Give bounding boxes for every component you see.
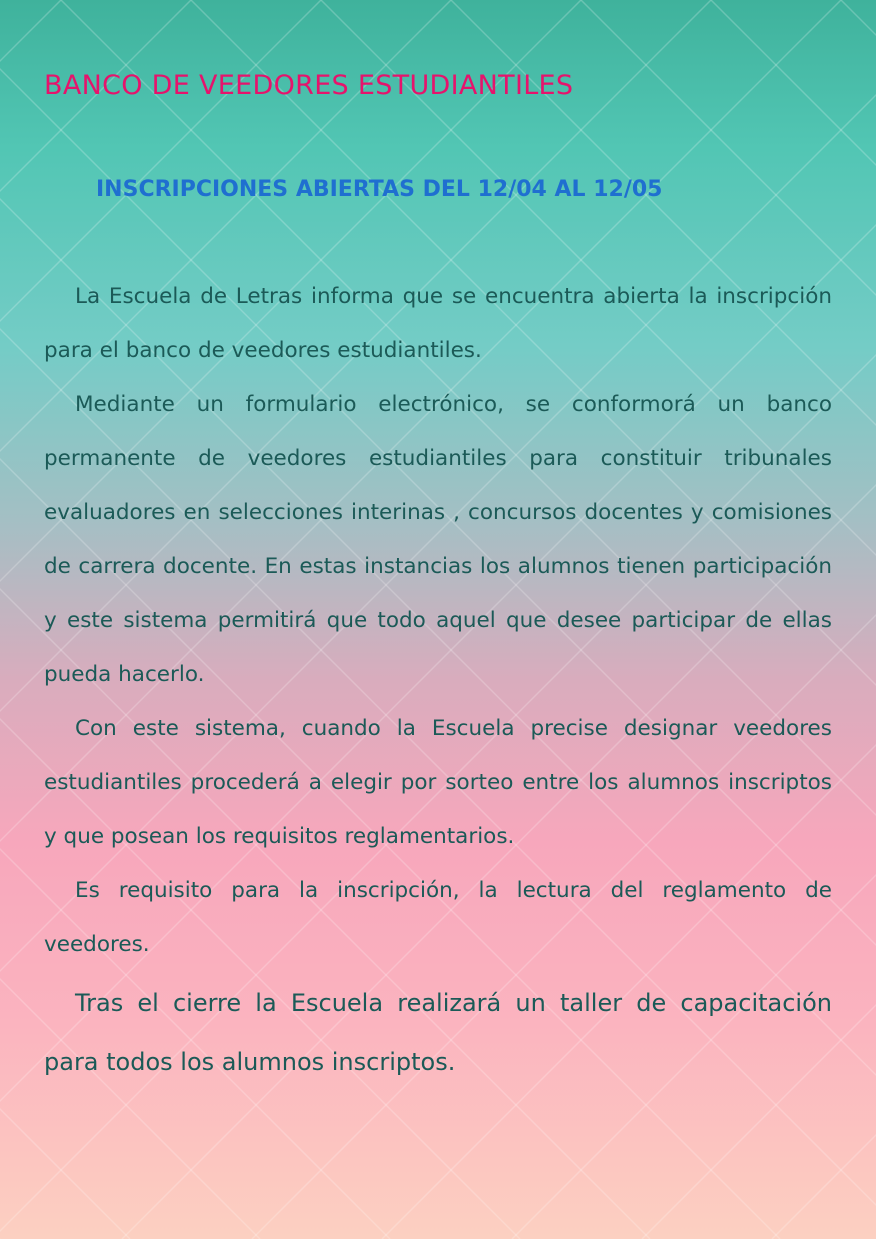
paragraph-system: Con este sistema, cuando la Escuela precise designar veedores estudiantiles procederá a elegir por sorteo entre los alumnos inscriptos y que posean los requisitos reglamentarios. bbox=[44, 716, 832, 849]
paragraph-intro: La Escuela de Letras informa que se encuentra abierta la inscripción para el banco de veedores estudiantiles. bbox=[44, 284, 832, 363]
document-title: BANCO DE VEEDORES ESTUDIANTILES bbox=[44, 70, 574, 101]
paragraph-requirement: Es requisito para la inscripción, la lectura del reglamento de veedores. bbox=[44, 878, 832, 957]
paragraph-workshop: Tras el cierre la Escuela realizará un taller de capacitación para todos los alumnos inscriptos. bbox=[44, 989, 832, 1076]
registration-dates-subtitle: INSCRIPCIONES ABIERTAS DEL 12/04 AL 12/05 bbox=[96, 177, 663, 202]
body-text bbox=[44, 270, 832, 1092]
paragraph-form: Mediante un formulario electrónico, se conformorá un banco permanente de veedores estudiantiles para constituir tribunales evaluadores en selecciones interinas , concursos docentes y comisiones de carrera docente. En estas instancias los alumnos tienen participación y este sistema permitirá que todo aquel que desee participar de ellas pueda hacerlo. bbox=[44, 392, 832, 687]
